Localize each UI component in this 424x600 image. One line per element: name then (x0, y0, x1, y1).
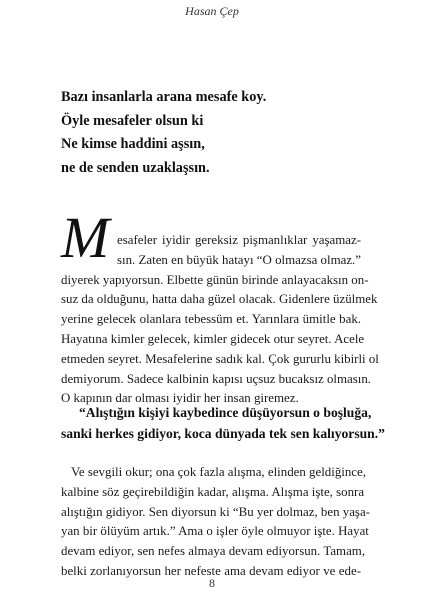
quote-line: sanki herkes gidiyor, koca dünyada tek sen kalıyorsun.” (61, 426, 385, 441)
paragraph-line: etmeden seyret. Mesafelerine sadık kal. Çok gururlu kibirli ol (61, 351, 379, 366)
paragraph-line: Hayatına kimler gelecek, kimler gidecek otur seyret. Acele (61, 331, 365, 346)
page-number: 8 (209, 576, 215, 590)
paragraph-line: alıştığın gidiyor. Sen diyorsun ki “Bu yer dolmaz, ben yaşa- (61, 504, 370, 519)
paragraph-line: O kapının dar olması iyidir her insan giremez. (61, 391, 299, 406)
running-header-author: Hasan Çep (185, 4, 239, 18)
paragraph-line: sın. Zaten en büyük hatayı “O olmazsa olmaz.” (117, 252, 361, 267)
paragraph-line: suz da olduğunu, hatta daha güzel olacak. Gidenlere üzülmek (61, 292, 378, 307)
epigraph-line: Öyle mesafeler olsun ki (61, 112, 204, 129)
paragraph-2 (61, 463, 370, 582)
drop-cap: M (61, 205, 110, 270)
epigraph (61, 86, 361, 180)
epigraph-line: Ne kimse haddini aşsın, (61, 136, 205, 152)
paragraph-line: yan bir ölüyüm artık.” Ama o işler öyle olmuyor işte. Hayat (61, 524, 369, 539)
paragraph-line: yerine gelecek olanlara tebessüm et. Yarınlara ümitle bak. (61, 312, 361, 327)
quote-line: “Alıştığın kişiyi kaybedince düşüyorsun o boşluğa, (79, 405, 372, 420)
paragraph-line: demiyorum. Sadece kalbinin kapısı uçsuz bucaksız olmasın. (61, 371, 372, 386)
paragraph-line: devam ediyor, sen nefes almaya devam ediyorsun. Tamam, (61, 544, 366, 559)
pull-quote (61, 402, 385, 444)
epigraph-line: Bazı insanlarla arana mesafe koy. (61, 89, 267, 105)
paragraph-line: Ve sevgili okur; ona çok fazla alışma, elinden geldiğince, (71, 465, 366, 479)
epigraph-line: ne de senden uzaklaşsın. (61, 159, 210, 176)
paragraph-1 (61, 231, 379, 409)
paragraph-line: belki zorlanıyorsun her nefeste ama devam ediyor ve ede- (61, 563, 361, 578)
paragraph-line: kalbine söz geçirebildiğin kadar, alışma. Alışma işte, sonra (61, 484, 365, 499)
paragraph-line: diyerek yapıyorsun. Elbette günün birinde anlayacaksın on- (61, 272, 369, 287)
paragraph-line: esafeler iyidir gereksiz pişmanlıklar yaşamaz- (117, 233, 361, 247)
